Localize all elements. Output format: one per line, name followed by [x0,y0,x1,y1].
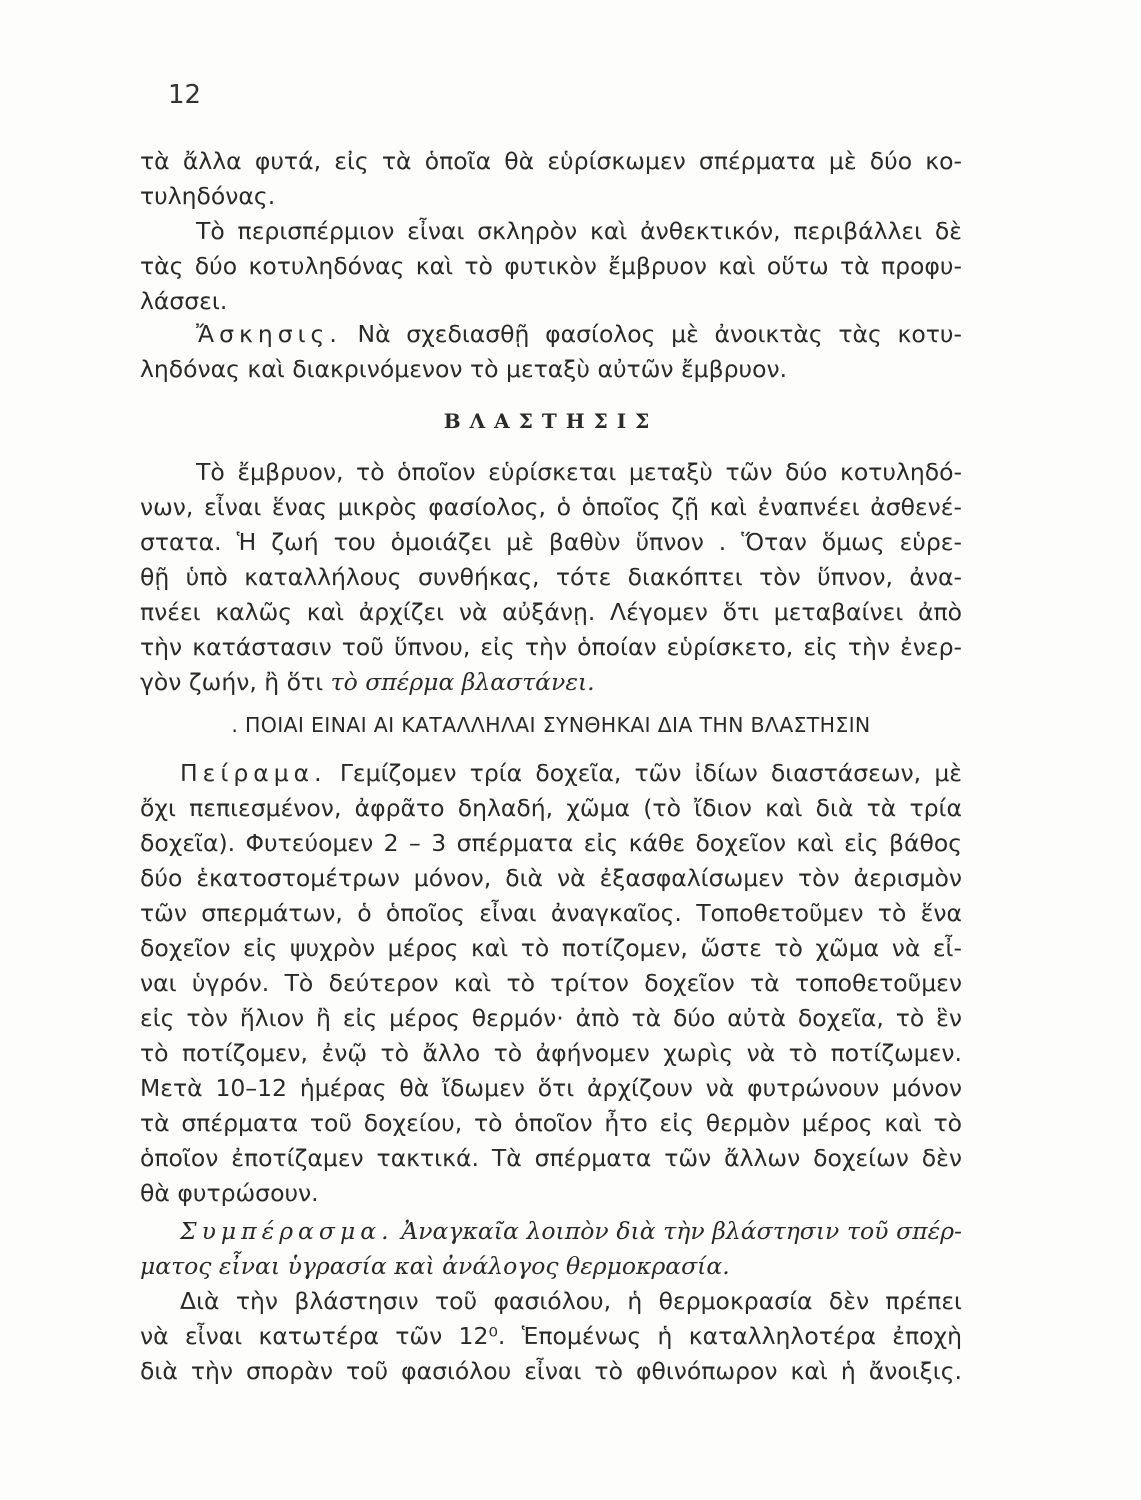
text-line [140,665,962,700]
text-line: τὰς δύο κοτυληδόνας καὶ τὸ φυτικὸν ἔμβρυον καὶ οὕτω τὰ προφυ- [140,252,962,280]
paragraph-germination [140,455,962,700]
text-line: ληδόνας καὶ διακρινόμενον τὸ μεταξὺ αὐτῶν ἔμβρυον. [140,355,788,383]
text-line: εἰς τὸν ἥλιον ἢ εἰς μέρος θερμόν· ἀπὸ τὰ δύο αὐτὰ δοχεῖα, τὸ ἓν [140,1004,962,1032]
section-heading: ΒΛΑΣΤΗΣΙΣ [443,409,659,433]
text-line: τὰ ἄλλα φυτά, εἰς τὰ ὁποῖα θὰ εὑρίσκωμεν σπέρματα μὲ δύο κο- [140,147,962,175]
text-line: τὴν κατάστασιν τοῦ ὕπνου, εἰς τὴν ὁποίαν εὑρίσκετο, εἰς τὴν ἐνερ- [140,633,962,661]
text-line: τὰ σπέρματα τοῦ δοχείου, τὸ ὁποῖον ἦτο εἰς θερμὸν μέρος καὶ τὸ [140,1109,962,1137]
subheading: . ΠΟΙΑΙ ΕΙΝΑΙ ΑΙ ΚΑΤΑΛΛΗΛΑΙ ΣΥΝΘΗΚΑΙ ΔΙΑ ΤΗΝ ΒΛΑΣΤΗΣΙΝ [231,713,871,737]
paragraph-temperature [140,1284,962,1389]
text-line: δοχεῖα). Φυτεύομεν 2 – 3 σπέρματα εἰς κάθε δοχεῖον καὶ εἰς βάθος [140,829,962,857]
text-line: Μετὰ 10–12 ἡμέρας θὰ ἴδωμεν ὅτι ἀρχίζουν νὰ φυτρώνουν μόνον [140,1074,962,1102]
paragraph-perisperm [140,214,962,319]
conclusion-label: Συμπέρασμα. [180,1217,394,1245]
text-line [140,317,962,352]
experiment-paragraph [140,756,962,1211]
exercise-text: Νὰ σχεδιασθῇ φασίολος μὲ ἀνοικτὰς τὰς κοτυ- [357,320,962,348]
text-line: πνέει καλῶς καὶ ἀρχίζει νὰ αὐξάνῃ. Λέγομεν ὅτι μεταβαίνει ἀπὸ [140,598,962,626]
page-number: 12 [168,80,202,110]
text-line: Διὰ τὴν βλάστησιν τοῦ φασιόλου, ἡ θερμοκρασία δὲν πρέπει [180,1287,962,1315]
paragraph-continuation [140,144,962,214]
text-line: λάσσει. [140,287,228,315]
text-line [140,1214,962,1249]
text-line: ματος εἶναι ὑγρασία καὶ ἀνάλογος θερμοκρασία. [140,1252,730,1280]
text-line: τὸ ποτίζομεν, ἐνῷ τὸ ἄλλο τὸ ἀφήνομεν χωρὶς νὰ τὸ ποτίζωμεν. [140,1039,962,1067]
text-plain: γὸν ζωήν, ἢ ὅτι [140,668,324,696]
conclusion-text: Ἀναγκαῖα λοιπὸν διὰ τὴν βλάστησιν τοῦ σπέρ- [401,1217,962,1245]
conclusion-paragraph [140,1214,962,1284]
text-line [140,756,962,791]
text-line: τυληδόνας. [140,182,276,210]
text-line: διὰ τὴν σπορὰν τοῦ φασιόλου εἶναι τὸ φθινόπωρον καὶ ἡ ἄνοιξις. [140,1357,962,1385]
experiment-label: Πείραμα. [180,759,327,787]
text-line: θῇ ὑπὸ καταλλήλους συνθήκας, τότε διακόπτει τὸν ὕπνον, ἀνα- [140,563,962,591]
text-line: Τὸ περισπέρμιον εἶναι σκληρὸν καὶ ἀνθεκτικόν, περιβάλλει δὲ [196,217,962,245]
text-line: ναι ὑγρόν. Τὸ δεύτερον καὶ τὸ τρίτον δοχεῖον τὰ τοποθετοῦμεν [140,969,962,997]
text-italic: τὸ σπέρμα βλαστάνει. [330,668,595,696]
text-line: θὰ φυτρώσουν. [140,1179,319,1207]
text-line: δοχεῖον εἰς ψυχρὸν μέρος καὶ τὸ ποτίζομεν, ὥστε τὸ χῶμα νὰ εἶ- [140,934,962,962]
text-line: νων, εἶναι ἕνας μικρὸς φασίολος, ὁ ὁποῖος ζῇ καὶ ἐναπνέει ἀσθενέ- [140,493,962,521]
text-line: στατα. Ἡ ζωή του ὁμοιάζει μὲ βαθὺν ὕπνον . Ὅταν ὅμως εὑρε- [140,528,962,556]
exercise-label: Ἄσκησις. [196,320,342,348]
text-line: δύο ἑκατοστομέτρων μόνον, διὰ νὰ ἐξασφαλίσωμεν τὸν ἀερισμὸν [140,864,962,892]
text-line: Τὸ ἔμβρυον, τὸ ὁποῖον εὑρίσκεται μεταξὺ τῶν δύο κοτυληδό- [196,458,962,486]
experiment-text: Γεμίζομεν τρία δοχεῖα, τῶν ἰδίων διαστάσεων, μὲ [339,759,962,787]
text-line: ὁποῖον ἐποτίζαμεν τακτικά. Τὰ σπέρματα τῶν ἄλλων δοχείων δὲν [140,1144,962,1172]
exercise-paragraph [140,317,962,387]
text-line: τῶν σπερμάτων, ὁ ὁποῖος εἶναι ἀναγκαῖος. Τοποθετοῦμεν τὸ ἕνα [140,899,962,927]
text-line: ὄχι πεπιεσμένον, ἀφρᾶτο δηλαδή, χῶμα (τὸ ἴδιον καὶ διὰ τὰ τρία [140,794,962,822]
text-line: νὰ εἶναι κατωτέρα τῶν 12⁰. Ἑπομένως ἡ καταλληλοτέρα ἐποχὴ [140,1322,962,1350]
